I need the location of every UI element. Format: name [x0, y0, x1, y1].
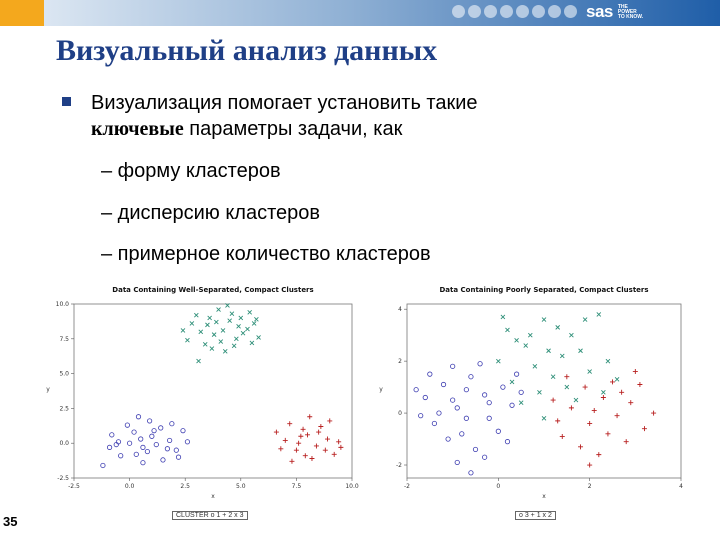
y-axis-label: y	[46, 386, 50, 393]
x-tick-label: -2	[404, 483, 410, 490]
x-tick-label: -2.5	[68, 483, 80, 490]
sub-item-dispersion: – дисперсию кластеров	[101, 202, 321, 224]
sas-logo-text: sas	[586, 2, 613, 21]
y-tick-label: 10.0	[55, 301, 69, 308]
slide-title: Визуальный анализ данных	[56, 34, 438, 67]
top-bar	[0, 0, 720, 26]
y-tick-label: 2	[398, 358, 402, 366]
y-tick-label: 7.5	[59, 335, 69, 343]
y-tick-label: 0	[398, 410, 402, 418]
sas-logo-tagline: THE POWER TO KNOW.	[617, 3, 644, 20]
legend-right: o 3 + 1 x 2	[515, 511, 556, 520]
y-axis-label: y	[379, 386, 383, 393]
y-tick-label: -2.5	[57, 475, 69, 482]
plot-frame	[407, 304, 681, 478]
legend-left: CLUSTER o 1 + 2 x 3	[172, 511, 248, 520]
bullet-bold-word: ключевые	[91, 118, 184, 140]
plot-frame	[74, 304, 352, 478]
x-tick-label: 5.0	[236, 483, 246, 490]
chart-title: Data Containing Poorly Separated, Compact Clusters	[439, 286, 649, 294]
decorative-dots	[452, 5, 577, 18]
x-tick-label: 10.0	[345, 483, 359, 490]
y-tick-label: 2.5	[59, 405, 69, 413]
x-tick-label: 0.0	[124, 483, 135, 490]
bullet-text: Визуализация помогает установить такие ключевые параметры задачи, как	[91, 92, 478, 140]
chart-title: Data Containing Well-Separated, Compact Clusters	[112, 286, 314, 294]
sub-item-shape: – форму кластеров	[101, 160, 281, 182]
brand-orange-block	[0, 0, 44, 26]
y-tick-label: -2	[396, 462, 402, 470]
x-axis-label: x	[211, 493, 215, 500]
sub-item-count: – примерное количество кластеров	[101, 243, 431, 265]
y-tick-label: 4	[398, 306, 402, 314]
sas-logo	[586, 2, 643, 22]
y-tick-label: 5.0	[59, 370, 69, 378]
scatter-plot-right	[373, 282, 693, 510]
x-tick-label: 4	[679, 483, 683, 490]
page-number: 35	[3, 514, 18, 529]
y-tick-label: 0.0	[59, 440, 69, 448]
x-tick-label: 0	[496, 483, 501, 490]
x-axis-label: x	[542, 493, 546, 500]
bullet-square-icon	[62, 97, 71, 106]
scatter-plot-left	[40, 282, 370, 510]
x-tick-label: 2.5	[180, 483, 190, 490]
scatter-chart-well-separated	[40, 282, 370, 510]
x-tick-label: 2	[587, 483, 592, 490]
scatter-chart-poorly-separated	[373, 282, 693, 510]
x-tick-label: 7.5	[291, 483, 302, 490]
